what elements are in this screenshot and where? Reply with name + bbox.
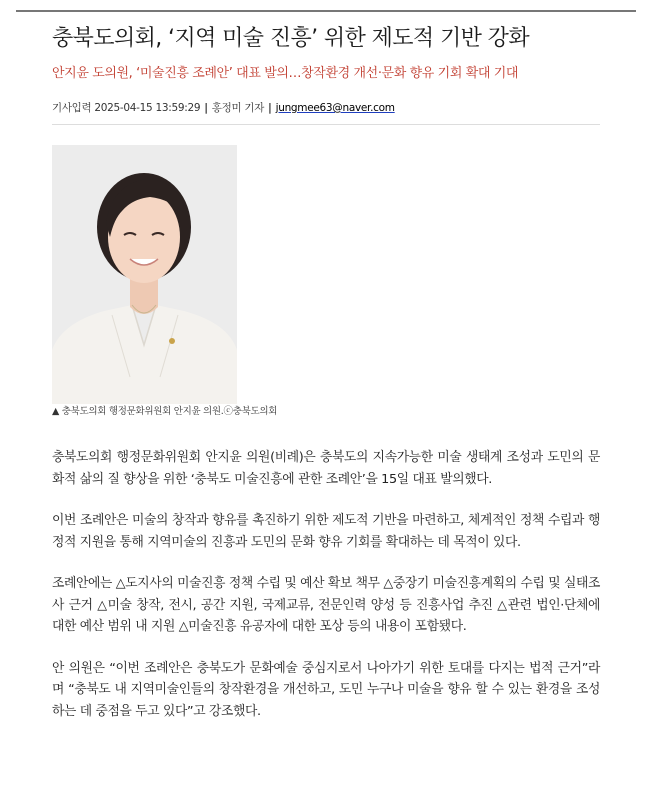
article-paragraph: 이번 조례안은 미술의 창작과 향유를 촉진하기 위한 제도적 기반을 마련하고, 체계적인 정책 수립과 행정적 지원을 통해 지역미술의 진흥과 도민의 문화 향유 기회를 확대하는 데 목적이 있다. [52, 513, 600, 550]
article-header [52, 22, 600, 125]
article-subheadline: 안지윤 도의원, ‘미술진흥 조례안’ 대표 발의…창작환경 개선·문화 향유 기회 확대 기대 [52, 66, 519, 81]
reporter-email-link[interactable]: jungmee63@naver.com [275, 102, 395, 114]
photo-caption: ▲ 충북도의회 행정문화위원회 안지윤 의원.ⓒ충북도의회 [52, 406, 278, 417]
article-paragraph: 안 의원은 “이번 조례안은 충북도가 문화예술 중심지로서 나아가기 위한 토대를 다지는 법적 근거”라며 “충북도 내 지역미술인들의 창작환경을 개선하고, 도민 누구나 미술을 향유 할 수 있는 환경을 조성하는 데 중점을 두고 있다”고 강조했다. [52, 660, 600, 719]
article-headline: 충북도의회, ‘지역 미술 진흥’ 위한 제도적 기반 강화 [52, 26, 529, 51]
portrait-illustration [52, 145, 237, 404]
top-divider [16, 10, 636, 12]
article-body [52, 447, 600, 742]
meta-separator: | [268, 102, 272, 114]
reporter-name: 홍정미 기자 [211, 102, 265, 114]
reporter-portrait-photo [52, 145, 237, 404]
article-paragraph: 충북도의회 행정문화위원회 안지윤 의원(비례)은 충북도의 지속가능한 미술 생태계 조성과 도민의 문화적 삶의 질 향상을 위한 ‘충북도 미술진흥에 관한 조례안’을 15일 대표 발의했다. [52, 450, 600, 487]
published-datetime: 기사입력 2025-04-15 13:59:29 [52, 102, 201, 114]
article-meta [52, 100, 600, 116]
meta-divider [52, 124, 600, 125]
meta-separator: | [204, 102, 208, 114]
article-paragraph: 조례안에는 △도지사의 미술진흥 정책 수립 및 예산 확보 책무 △중장기 미술진흥계획의 수립 및 실태조사 근거 △미술 창작, 전시, 공간 지원, 국제교류, 전문인력 양성 등 진흥사업 추진 △관련 법인·단체에 대한 예산 범위 내 지원 △미술진흥 유공자에 대한 포상 등의 내용이 포함됐다. [52, 576, 600, 634]
